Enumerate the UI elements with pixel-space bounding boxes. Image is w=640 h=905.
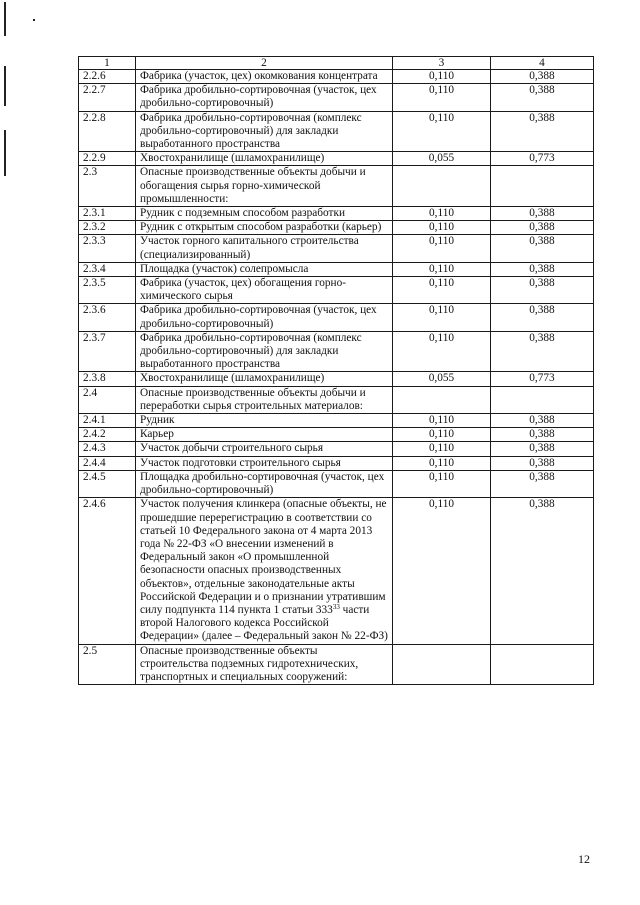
col3-value: 0,055 [393, 372, 491, 386]
header-cell: 1 [79, 57, 136, 70]
col4-value: 0,388 [491, 262, 594, 276]
col4-value: 0,388 [491, 442, 594, 456]
table-row [79, 331, 594, 372]
table-row [79, 152, 594, 166]
col4-value: 0,388 [491, 498, 594, 644]
col3-value: 0,055 [393, 152, 491, 166]
table-row [79, 111, 594, 152]
table-row [79, 166, 594, 207]
table-row [79, 372, 594, 386]
table-row [79, 304, 594, 331]
col4-value: 0,388 [491, 235, 594, 262]
item-name: Фабрика дробильно-сортировочная (комплекс дробильно-сортировочный) для закладки выработанного пространства [136, 111, 393, 152]
scan-dot [33, 19, 35, 21]
col4-value: 0,388 [491, 304, 594, 331]
table-row [79, 456, 594, 470]
header-cell: 3 [393, 57, 491, 70]
item-name: Опасные производственные объекты добычи и обогащения сырья горно-химической промышленности: [136, 166, 393, 207]
table-row [79, 262, 594, 276]
col4-value: 0,388 [491, 456, 594, 470]
col4-value: 0,388 [491, 221, 594, 235]
item-name: Площадка (участок) солепромысла [136, 262, 393, 276]
item-number: 2.2.7 [79, 84, 136, 111]
col3-value: 0,110 [393, 442, 491, 456]
col4-value: 0,388 [491, 331, 594, 372]
item-name [136, 498, 393, 644]
item-name: Рудник с подземным способом разработки [136, 207, 393, 221]
superscript: 33 [332, 602, 340, 611]
table-row [79, 84, 594, 111]
item-name: Участок подготовки строительного сырья [136, 456, 393, 470]
item-number: 2.4.5 [79, 470, 136, 497]
page-number: 12 [578, 852, 590, 866]
col4-value: 0,388 [491, 70, 594, 84]
item-number: 2.5 [79, 644, 136, 685]
table-row [79, 644, 594, 685]
scan-edge-mark [4, 130, 6, 176]
col3-value: 0,110 [393, 111, 491, 152]
item-name: Хвостохранилище (шламохранилище) [136, 372, 393, 386]
col4-value: 0,388 [491, 277, 594, 304]
col4-value: 0,388 [491, 470, 594, 497]
item-number: 2.4.2 [79, 428, 136, 442]
item-number: 2.4.6 [79, 498, 136, 644]
col4-value: 0,388 [491, 414, 594, 428]
item-number: 2.3.7 [79, 331, 136, 372]
col3-value: 0,110 [393, 84, 491, 111]
col3-value [393, 386, 491, 413]
table-row [79, 70, 594, 84]
header-cell: 2 [136, 57, 393, 70]
scan-edge-mark [4, 2, 6, 36]
col3-value: 0,110 [393, 470, 491, 497]
item-name: Хвостохранилище (шламохранилище) [136, 152, 393, 166]
item-number: 2.4.4 [79, 456, 136, 470]
item-name-part: Участок получения клинкера (опасные объекты, не прошедшие перерегистрацию в соответствии со статьей 10 Федерального закона от 4 марта 2013 года № 22-ФЗ «О внесении изменений в Федеральный закон «О промышленной безопасности опасных производственных объектов», отдельные законодательные акты Российской Федерации и о признании утратившим силу подпункта 114 пункта 1 статьи 333 [140, 498, 387, 616]
item-name-part: части второй Налогового кодекса Российской Федерации» (далее – Федеральный закон № 22-ФЗ) [140, 603, 388, 643]
table-row [79, 498, 594, 644]
table-row [79, 221, 594, 235]
col3-value: 0,110 [393, 207, 491, 221]
table-row [79, 386, 594, 413]
col3-value: 0,110 [393, 331, 491, 372]
item-number: 2.3.5 [79, 277, 136, 304]
table-row [79, 442, 594, 456]
col3-value: 0,110 [393, 456, 491, 470]
item-number: 2.3 [79, 166, 136, 207]
col3-value: 0,110 [393, 498, 491, 644]
item-name: Рудник [136, 414, 393, 428]
col4-value: 0,388 [491, 207, 594, 221]
col4-value [491, 386, 594, 413]
item-number: 2.3.8 [79, 372, 136, 386]
col4-value: 0,388 [491, 428, 594, 442]
col3-value: 0,110 [393, 414, 491, 428]
col3-value: 0,110 [393, 277, 491, 304]
col3-value: 0,110 [393, 304, 491, 331]
item-name: Рудник с открытым способом разработки (карьер) [136, 221, 393, 235]
item-number: 2.4 [79, 386, 136, 413]
item-number: 2.4.1 [79, 414, 136, 428]
item-name: Фабрика дробильно-сортировочная (участок, цех дробильно-сортировочный) [136, 84, 393, 111]
item-number: 2.2.6 [79, 70, 136, 84]
item-name: Участок добычи строительного сырья [136, 442, 393, 456]
item-number: 2.4.3 [79, 442, 136, 456]
item-name: Опасные производственные объекты строительства подземных гидротехнических, транспортных и специальных сооружений: [136, 644, 393, 685]
table-row [79, 277, 594, 304]
tariff-table [78, 56, 594, 685]
col3-value: 0,110 [393, 70, 491, 84]
scan-edge-mark [4, 66, 6, 106]
col3-value [393, 644, 491, 685]
item-name: Фабрика дробильно-сортировочная (участок, цех дробильно-сортировочный) [136, 304, 393, 331]
col3-value: 0,110 [393, 235, 491, 262]
item-number: 2.3.6 [79, 304, 136, 331]
item-number: 2.3.4 [79, 262, 136, 276]
item-name: Площадка дробильно-сортировочная (участок, цех дробильно-сортировочный) [136, 470, 393, 497]
col3-value: 0,110 [393, 262, 491, 276]
item-name: Участок горного капитального строительства (специализированный) [136, 235, 393, 262]
table-row [79, 207, 594, 221]
item-name: Фабрика дробильно-сортировочная (комплекс дробильно-сортировочный) для закладки выработанного пространства [136, 331, 393, 372]
item-number: 2.3.1 [79, 207, 136, 221]
col4-value: 0,388 [491, 84, 594, 111]
item-number: 2.2.9 [79, 152, 136, 166]
header-cell: 4 [491, 57, 594, 70]
col4-value [491, 166, 594, 207]
item-name: Опасные производственные объекты добычи и переработки сырья строительных материалов: [136, 386, 393, 413]
col4-value: 0,773 [491, 372, 594, 386]
table-row [79, 428, 594, 442]
item-number: 2.3.2 [79, 221, 136, 235]
col3-value: 0,110 [393, 428, 491, 442]
col4-value [491, 644, 594, 685]
table-row [79, 235, 594, 262]
item-number: 2.3.3 [79, 235, 136, 262]
col4-value: 0,773 [491, 152, 594, 166]
item-name: Карьер [136, 428, 393, 442]
item-number: 2.2.8 [79, 111, 136, 152]
table-header-row [79, 57, 594, 70]
item-name: Фабрика (участок, цех) окомкования концентрата [136, 70, 393, 84]
col3-value [393, 166, 491, 207]
col3-value: 0,110 [393, 221, 491, 235]
table-row [79, 414, 594, 428]
col4-value: 0,388 [491, 111, 594, 152]
table-row [79, 470, 594, 497]
item-name: Фабрика (участок, цех) обогащения горно-химического сырья [136, 277, 393, 304]
